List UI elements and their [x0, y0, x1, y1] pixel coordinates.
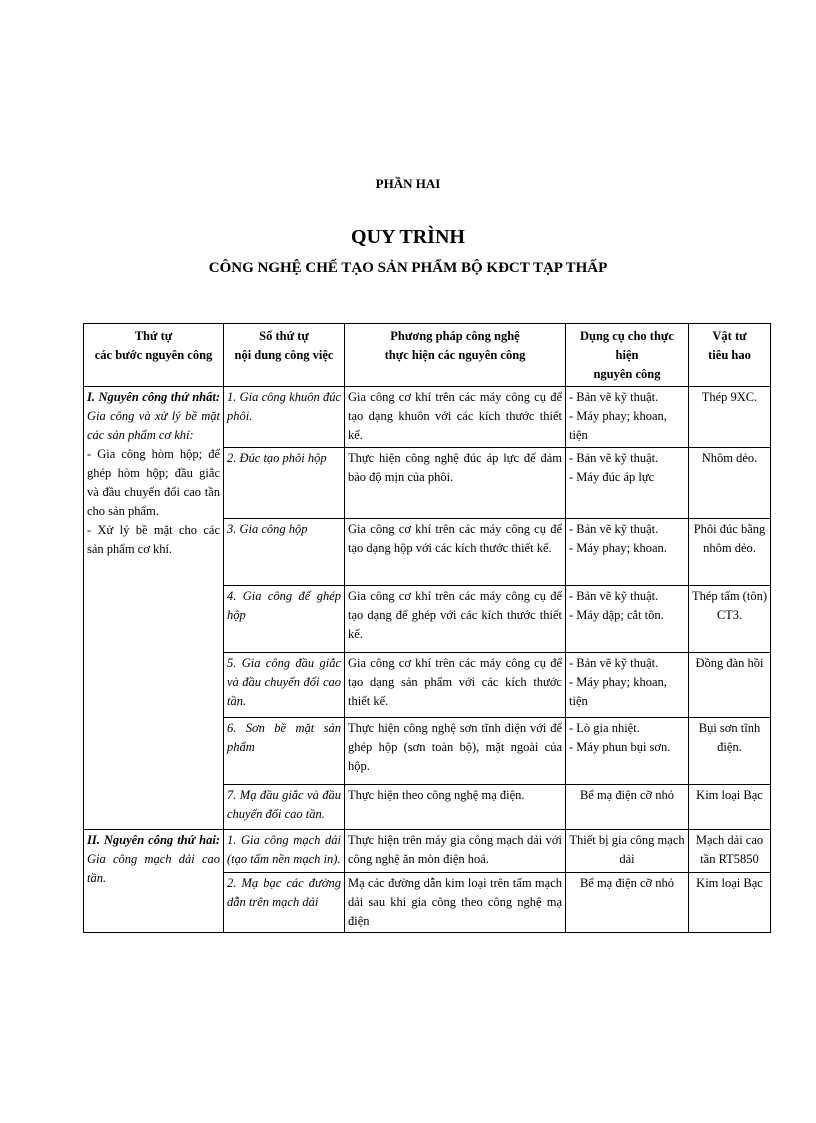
header-tools: Dụng cụ cho thực hiện nguyên công: [566, 324, 689, 387]
table-row: [84, 830, 771, 873]
tools-cell: - Bản vẽ kỹ thuật. - Máy dập; cắt tôn.: [566, 586, 689, 653]
tools-cell: - Bản vẽ kỹ thuật. - Máy phay; khoan.: [566, 519, 689, 586]
material-cell: Thép tấm (tôn) CT3.: [689, 586, 771, 653]
material-cell: Phôi đúc bằng nhôm dẻo.: [689, 519, 771, 586]
method-cell: Gia công cơ khí trên các máy công cụ để tạo dạng sản phẩm với các kích thước thiết kế.: [345, 653, 566, 718]
stage-1-cell: [84, 387, 224, 830]
task-cell: 4. Gia công để ghép hộp: [224, 586, 345, 653]
material-cell: Kim loại Bạc: [689, 873, 771, 933]
tools-cell: - Lò gia nhiệt. - Máy phun bụi sơn.: [566, 718, 689, 785]
table-row: [84, 387, 771, 448]
task-cell: 2. Mạ bạc các đường dẫn trên mạch dải: [224, 873, 345, 933]
tools-cell: - Bản vẽ kỹ thuật. - Máy phay; khoan, tiện: [566, 653, 689, 718]
method-cell: Gia công cơ khí trên các máy công cụ để tạo dạng hộp với các kích thước thiết kế.: [345, 519, 566, 586]
task-cell: 2. Đúc tạo phôi hộp: [224, 448, 345, 519]
method-cell: Gia công cơ khí trên các máy công cụ để tạo dạng để ghép với các kích thước thiết kế.: [345, 586, 566, 653]
tools-cell: - Bản vẽ kỹ thuật. - Máy đúc áp lực: [566, 448, 689, 519]
material-cell: Kim loại Bạc: [689, 785, 771, 830]
method-cell: Mạ các đường dẫn kim loại trên tấm mạch dải sau khi gia công theo công nghệ mạ điện: [345, 873, 566, 933]
header-task: Số thứ tự nội dung công việc: [224, 324, 345, 387]
stage-2-cell: [84, 830, 224, 933]
stage-2-title: II. Nguyên công thứ hai:: [87, 833, 220, 847]
stage-2-desc: Gia công mạch dải cao tần.: [87, 852, 220, 885]
stage-1-title: I. Nguyên công thứ nhất:: [87, 390, 220, 404]
stage-1-item: - Gia công hòm hộp; để ghép hòm hộp; đầu giắc và đầu chuyển đổi cao tần cho sản phẩm.: [87, 447, 220, 518]
material-cell: Nhôm dẻo.: [689, 448, 771, 519]
task-cell: 6. Sơn bề mặt sản phẩm: [224, 718, 345, 785]
stage-1-desc: Gia công và xử lý bề mặt các sản phẩm cơ khí:: [87, 409, 220, 442]
header-stage: Thứ tự các bước nguyên công: [84, 324, 224, 387]
header-material: Vật tư tiêu hao: [689, 324, 771, 387]
material-cell: Thép 9XC.: [689, 387, 771, 448]
material-cell: Bụi sơn tĩnh điện.: [689, 718, 771, 785]
task-cell: 7. Mạ đầu giắc và đầu chuyển đổi cao tần.: [224, 785, 345, 830]
method-cell: Thực hiện công nghệ đúc áp lực để đảm bảo độ mịn của phôi.: [345, 448, 566, 519]
process-table: [83, 323, 771, 933]
method-cell: Gia công cơ khí trên các máy công cụ để tạo dạng khuôn với các kích thước thiết kế.: [345, 387, 566, 448]
task-cell: 1. Gia công mạch dải (tạo tấm nền mạch in).: [224, 830, 345, 873]
document-subtitle: CÔNG NGHỆ CHẾ TẠO SẢN PHẨM BỘ KĐCT TẠP THẤP: [208, 260, 608, 276]
tools-cell: Thiết bị gia công mạch dải: [566, 830, 689, 873]
tools-cell: Bể mạ điện cỡ nhỏ: [566, 785, 689, 830]
material-cell: Đồng đàn hồi: [689, 653, 771, 718]
method-cell: Thực hiện theo công nghệ mạ điện.: [345, 785, 566, 830]
header-method: Phương pháp công nghệ thực hiện các nguyên công: [345, 324, 566, 387]
tools-cell: Bể mạ điện cỡ nhỏ: [566, 873, 689, 933]
method-cell: Thực hiện công nghệ sơn tĩnh điện với để ghép hộp (sơn toàn bộ), mặt ngoài của hộp.: [345, 718, 566, 785]
task-cell: 5. Gia công đầu giắc và đầu chuyển đổi cao tần.: [224, 653, 345, 718]
task-cell: 1. Gia công khuôn đúc phôi.: [224, 387, 345, 448]
part-label: PHẦN HAI: [375, 176, 441, 191]
method-cell: Thực hiện trên máy gia công mạch dải với công nghệ ăn mòn điện hoá.: [345, 830, 566, 873]
document-title: QUY TRÌNH: [351, 226, 465, 248]
task-cell: 3. Gia công hộp: [224, 519, 345, 586]
table-header-row: [84, 324, 771, 387]
material-cell: Mạch dải cao tần RT5850: [689, 830, 771, 873]
stage-1-item: - Xử lý bề mặt cho các sản phẩm cơ khí.: [87, 523, 220, 556]
tools-cell: - Bản vẽ kỹ thuật. - Máy phay; khoan, tiện: [566, 387, 689, 448]
